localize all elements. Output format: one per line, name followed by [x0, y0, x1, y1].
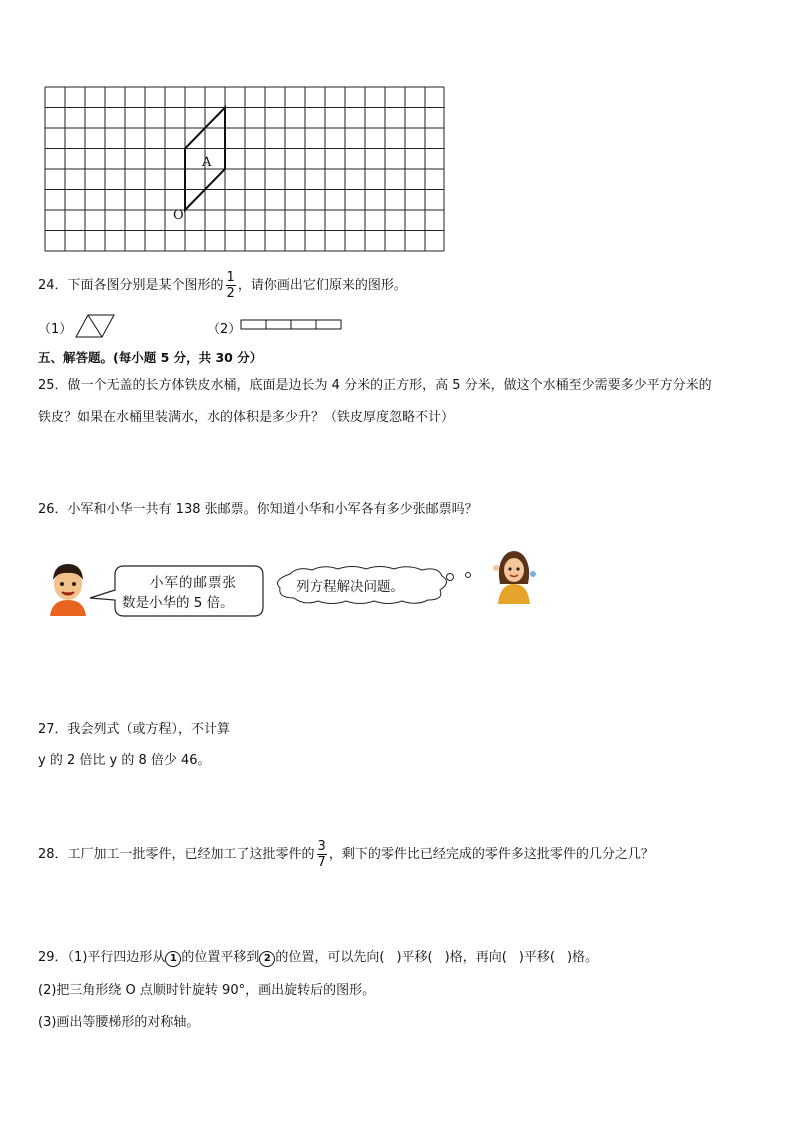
grid-label-o: O: [173, 208, 184, 223]
question-27-line-1: 27．我会列式（或方程），不计算: [38, 722, 231, 737]
fraction-one-half: $\frac{1}{2}$: [226, 270, 235, 301]
question-29-part-1: 29．（1)平行四边形从 1 的位置平移到 2 的位置，可以先向( )平移( )格，再向( )平移( )格。: [38, 950, 599, 965]
bubble-boy-line-2: 数是小华的 5 倍。: [122, 595, 234, 611]
half-strip-figure: [240, 318, 344, 332]
thought-bubble-text: 列方程解决问题。: [296, 579, 404, 595]
half-rhombus-figure: [74, 313, 118, 339]
circled-number-2: 2: [259, 951, 275, 967]
grid-label-a: A: [202, 155, 212, 170]
q24-label-1: （1）: [38, 322, 73, 337]
question-26: 26．小军和小华一共有 138 张邮票。你知道小华和小军各有多少张邮票吗？: [38, 502, 478, 517]
question-29-part-3: (3)画出等腰梯形的对称轴。: [38, 1015, 200, 1030]
question-27-line-2: y 的 2 倍比 y 的 8 倍少 46。: [38, 753, 211, 768]
girl-cartoon-image: [488, 544, 540, 604]
question-29-part-2: (2)把三角形绕 O 点顺时针旋转 90°，画出旋转后的图形。: [38, 983, 376, 998]
q24-label-2: （2）: [207, 322, 242, 337]
section-5-title: 五、解答题。(每小题 5 分，共 30 分）: [38, 350, 263, 365]
question-28: 28．工厂加工一批零件，已经加工了这批零件的 $\frac{3}{7}$ ，剩下的零件比已经完成的零件多这批零件的几分之几？: [38, 839, 654, 870]
fraction-three-sevenths: $\frac{3}{7}$: [317, 839, 326, 870]
boy-cartoon-image: [44, 560, 92, 616]
question-25-line-2: 铁皮？如果在水桶里装满水，水的体积是多少升？（铁皮厚度忽略不计）: [38, 410, 455, 425]
question-25-line-1: 25．做一个无盖的长方体铁皮水桶，底面是边长为 4 分米的正方形，高 5 分米，做这个水桶至少需要多少平方分米的: [38, 378, 712, 393]
bubble-boy-line-1: 小军的邮票张: [150, 575, 237, 591]
question-24: 24．下面各图分别是某个图形的 $\frac{1}{2}$ ，请你画出它们原来的图形。: [38, 270, 407, 301]
grid-figure: [40, 85, 450, 255]
circled-number-1: 1: [165, 951, 181, 967]
